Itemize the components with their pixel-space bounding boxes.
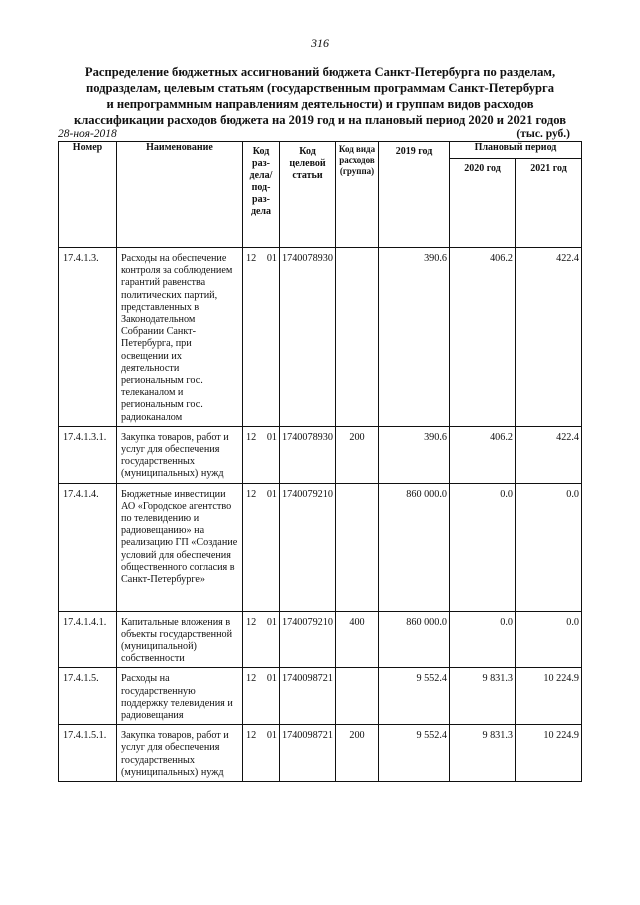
row-value-2019: 390.6 bbox=[379, 426, 450, 483]
header-2021: 2021 год bbox=[516, 159, 582, 248]
row-value-2019: 9 552.4 bbox=[379, 668, 450, 725]
row-target-code: 1740098721 bbox=[280, 725, 336, 782]
row-value-2019: 860 000.0 bbox=[379, 483, 450, 611]
subsection: 01 bbox=[266, 673, 277, 685]
title-line-3: и непрограммным направлениям деятельности) и группам видов расходов bbox=[106, 97, 534, 111]
row-number: 17.4.1.4.1. bbox=[59, 611, 117, 668]
section: 12 bbox=[246, 431, 257, 443]
row-target-code: 1740078930 bbox=[280, 426, 336, 483]
header-number: Номер bbox=[59, 142, 117, 248]
title-line-1: Распределение бюджетных ассигнований бюджета Санкт-Петербурга по разделам, bbox=[84, 65, 556, 79]
document-title bbox=[60, 64, 580, 128]
row-value-2019: 860 000.0 bbox=[379, 611, 450, 668]
header-2020: 2020 год bbox=[450, 159, 516, 248]
row-number: 17.4.1.3. bbox=[59, 248, 117, 427]
row-value-2021: 0.0 bbox=[516, 611, 582, 668]
title-line-4: классификации расходов бюджета на 2019 год и на плановый период 2020 и 2021 годов bbox=[73, 113, 567, 127]
row-number: 17.4.1.4. bbox=[59, 483, 117, 611]
row-target-code: 1740078930 bbox=[280, 248, 336, 427]
row-section-code bbox=[243, 248, 280, 427]
header-target: Код целевой статьи bbox=[280, 142, 336, 248]
row-number: 17.4.1.5. bbox=[59, 668, 117, 725]
document-date: 28-ноя-2018 bbox=[58, 128, 117, 140]
row-group-code: 200 bbox=[336, 725, 379, 782]
section: 12 bbox=[246, 673, 257, 685]
subsection: 01 bbox=[266, 253, 277, 264]
header-section: Код раз- дела/ под- раз- дела bbox=[243, 142, 280, 248]
row-value-2019: 390.6 bbox=[379, 248, 450, 427]
row-section-code bbox=[243, 668, 280, 725]
row-name: Закупка товаров, работ и услуг для обеспечения государственных (муниципальных) нужд bbox=[117, 426, 243, 483]
subsection: 01 bbox=[266, 431, 277, 443]
row-group-code bbox=[336, 668, 379, 725]
row-group-code: 400 bbox=[336, 611, 379, 668]
header-plan-period: Плановый период bbox=[450, 142, 582, 159]
row-group-code: 200 bbox=[336, 426, 379, 483]
header-group: Код вида расходов (группа) bbox=[336, 142, 379, 248]
row-name: Расходы на обеспечение контроля за соблюдением гарантий равенства политических партий, представленных в Законодательном Собрании Санкт-Петербурга, при освещении их деятельности региональным гос. телеканалом и региональным гос. радиоканалом bbox=[117, 248, 243, 427]
row-group-code bbox=[336, 248, 379, 427]
table-row bbox=[59, 725, 582, 782]
section: 12 bbox=[246, 730, 257, 742]
row-value-2021: 10 224.9 bbox=[516, 668, 582, 725]
row-value-2021: 422.4 bbox=[516, 426, 582, 483]
row-section-code bbox=[243, 611, 280, 668]
table-row bbox=[59, 668, 582, 725]
subsection: 01 bbox=[266, 616, 277, 628]
budget-table bbox=[58, 141, 582, 782]
row-name: Закупка товаров, работ и услуг для обеспечения государственных (муниципальных) нужд bbox=[117, 725, 243, 782]
section: 12 bbox=[246, 488, 257, 500]
row-group-code bbox=[336, 483, 379, 611]
row-section-code bbox=[243, 483, 280, 611]
table-row bbox=[59, 248, 582, 427]
row-value-2020: 406.2 bbox=[450, 248, 516, 427]
row-value-2021: 10 224.9 bbox=[516, 725, 582, 782]
row-section-code bbox=[243, 426, 280, 483]
table-row bbox=[59, 426, 582, 483]
row-value-2021: 0.0 bbox=[516, 483, 582, 611]
row-value-2020: 406.2 bbox=[450, 426, 516, 483]
page-number: 316 bbox=[311, 36, 329, 50]
row-value-2020: 9 831.3 bbox=[450, 668, 516, 725]
row-value-2020: 0.0 bbox=[450, 483, 516, 611]
row-value-2021: 422.4 bbox=[516, 248, 582, 427]
subsection: 01 bbox=[266, 488, 277, 500]
row-target-code: 1740079210 bbox=[280, 611, 336, 668]
row-value-2020: 9 831.3 bbox=[450, 725, 516, 782]
row-name: Бюджетные инвестиции АО «Городское агентство по телевидению и радиовещанию» на реализацию ГП «Создание условий для обеспечения общественного согласия в Санкт-Петербурге» bbox=[117, 483, 243, 611]
row-target-code: 1740098721 bbox=[280, 668, 336, 725]
row-name: Капитальные вложения в объекты государственной (муниципальной) собственности bbox=[117, 611, 243, 668]
title-line-2: подразделам, целевым статьям (государственным программам Санкт-Петербурга bbox=[85, 81, 555, 95]
row-value-2020: 0.0 bbox=[450, 611, 516, 668]
row-number: 17.4.1.5.1. bbox=[59, 725, 117, 782]
row-target-code: 1740079210 bbox=[280, 483, 336, 611]
row-section-code bbox=[243, 725, 280, 782]
table-row bbox=[59, 611, 582, 668]
table-row bbox=[59, 483, 582, 611]
units-label: (тыс. руб.) bbox=[516, 128, 570, 140]
subsection: 01 bbox=[266, 730, 277, 742]
row-number: 17.4.1.3.1. bbox=[59, 426, 117, 483]
section: 12 bbox=[246, 616, 257, 628]
header-2019: 2019 год bbox=[379, 142, 450, 248]
row-value-2019: 9 552.4 bbox=[379, 725, 450, 782]
header-name: Наименование bbox=[117, 142, 243, 248]
row-name: Расходы на государственную поддержку телевидения и радиовещания bbox=[117, 668, 243, 725]
section: 12 bbox=[246, 253, 257, 264]
